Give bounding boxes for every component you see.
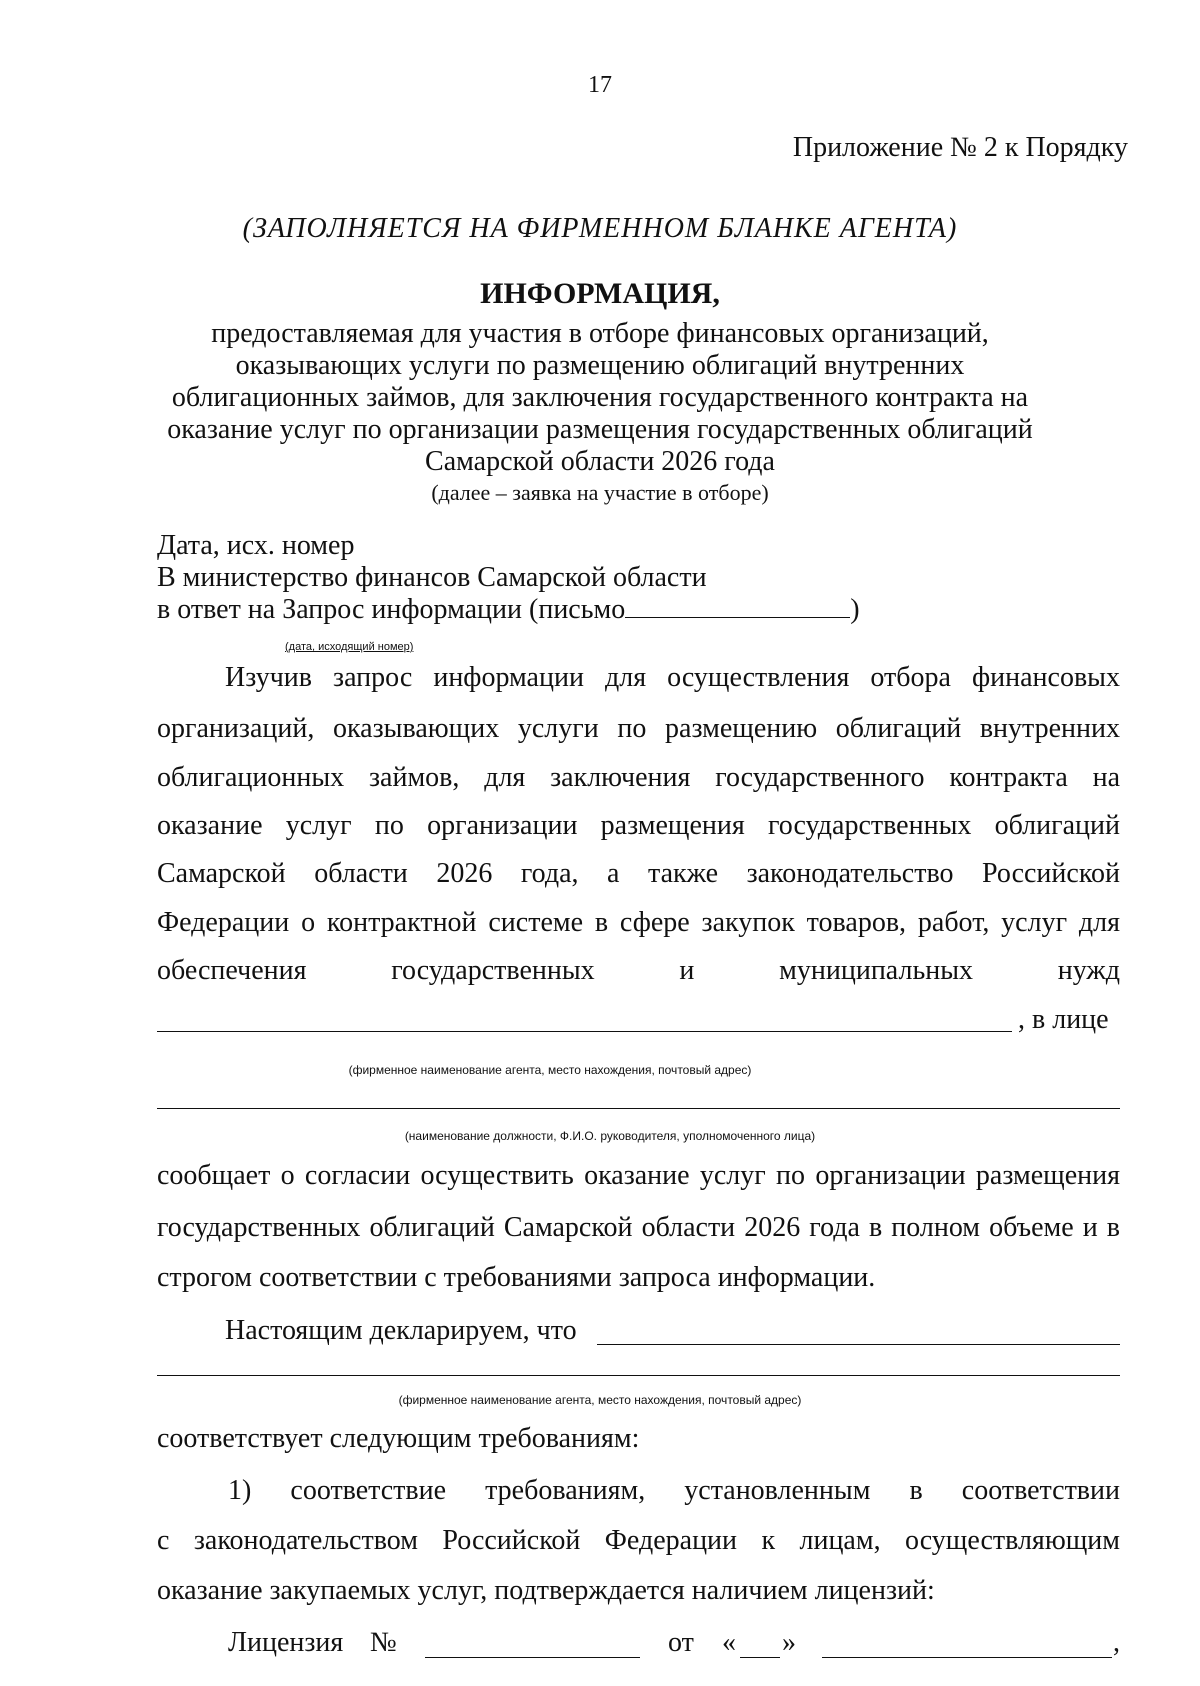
page-number: 17 [588, 72, 612, 98]
paragraph-line: Самарской области 2026 года, а также законодательство Российской [157, 858, 1120, 889]
fill-note: (ЗАПОЛНЯЕТСЯ НА ФИРМЕННОМ БЛАНКЕ АГЕНТА) [242, 213, 958, 244]
reply-prefix: в ответ на Запрос информации (письмо [157, 594, 626, 625]
reply-line [157, 594, 860, 626]
paragraph-line: облигационных займов, для заключения государственного контракта на [157, 762, 1120, 793]
subheading-line: предоставляемая для участия в отборе финансовых организаций, [211, 318, 989, 349]
license-end-comma: , [1113, 1627, 1120, 1658]
license-date-field[interactable] [822, 1657, 1112, 1658]
item-line: 1) соответствие требованиям, установленным в соответствии [228, 1475, 1120, 1506]
quote-close: » [782, 1627, 796, 1658]
paragraph-line: сообщает о согласии осуществить оказание услуг по организации размещения [157, 1160, 1120, 1191]
subheading-note: (далее – заявка на участие в отборе) [431, 480, 769, 505]
quote-open: « [722, 1627, 736, 1658]
reply-caption: (дата, исходящий номер) [285, 641, 414, 653]
declare-agent-field-2[interactable] [157, 1375, 1120, 1376]
license-number-field[interactable] [425, 1657, 640, 1658]
subheading-line: оказание услуг по организации размещения государственных облигаций [167, 414, 1033, 445]
position-field[interactable] [157, 1108, 1120, 1109]
license-from-label: от [668, 1627, 694, 1658]
reply-suffix: ) [850, 594, 860, 625]
item-line: с законодательством Российской Федерации к лицам, осуществляющим [157, 1525, 1120, 1556]
item-line: оказание закупаемых услуг, подтверждается наличием лицензий: [157, 1575, 935, 1606]
subheading-line: оказывающих услуги по размещению облигаций внутренних [235, 350, 965, 381]
requirements-intro: соответствует следующим требованиям: [157, 1423, 640, 1454]
in-person-suffix: , в лице [1018, 1004, 1109, 1035]
caption-agent: (фирменное наименование агента, место нахождения, почтовый адрес) [398, 1393, 802, 1407]
document-heading: ИНФОРМАЦИЯ, [480, 277, 720, 310]
letter-ref-field[interactable] [625, 595, 850, 618]
caption-agent: (фирменное наименование агента, место нахождения, почтовый адрес) [348, 1063, 752, 1077]
paragraph-line: строгом соответствии с требованиями запроса информации. [157, 1262, 876, 1293]
paragraph-line: Федерации о контрактной системе в сфере закупок товаров, работ, услуг для [157, 907, 1120, 938]
appendix-label: Приложение № 2 к Порядку [792, 132, 1128, 163]
date-line: Дата, исх. номер [157, 530, 355, 561]
paragraph-line: государственных облигаций Самарской области 2026 года в полном объеме и в [157, 1212, 1120, 1243]
paragraph-line: Изучив запрос информации для осуществления отбора финансовых [225, 662, 1120, 693]
license-number-sign: № [370, 1627, 397, 1658]
caption-position: (наименование должности, Ф.И.О. руководителя, уполномоченного лица) [404, 1129, 816, 1143]
subheading-line: облигационных займов, для заключения государственного контракта на [171, 382, 1029, 413]
declare-prefix: Настоящим декларируем, что [225, 1315, 577, 1346]
license-day-field[interactable] [740, 1657, 780, 1658]
paragraph-line: оказание услуг по организации размещения государственных облигаций [157, 810, 1120, 841]
paragraph-line: организаций, оказывающих услуги по размещению облигаций внутренних [157, 713, 1120, 744]
agent-name-field[interactable] [157, 1031, 1012, 1032]
declare-agent-field[interactable] [597, 1344, 1120, 1345]
recipient-line: В министерство финансов Самарской области [157, 562, 707, 593]
paragraph-line: обеспечения государственных и муниципальных нужд [157, 955, 1120, 986]
subheading-line: Самарской области 2026 года [425, 446, 775, 477]
license-label: Лицензия [228, 1627, 344, 1658]
